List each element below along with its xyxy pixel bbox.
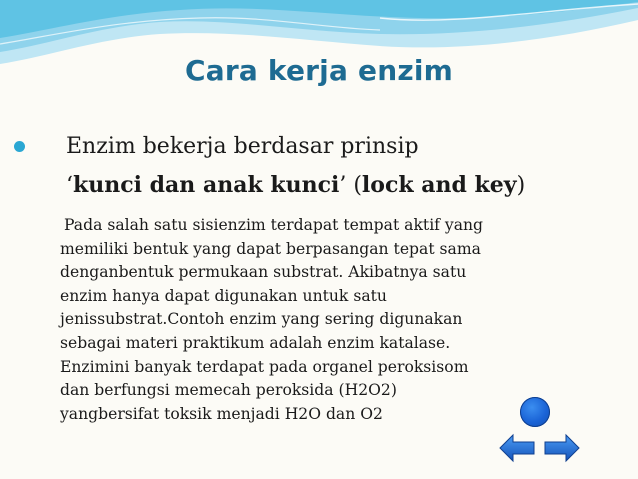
paragraph-line: yangbersifat toksik menjadi H2O dan O2 [60,404,383,423]
close-quote: ’ ( [339,173,362,198]
paragraph-line: enzim hanya dapat digunakan untuk satu [60,286,387,305]
paragraph-line: denganbentuk permukaan substrat. Akibatnya satu [60,263,467,282]
close-paren: ) [516,173,526,198]
paragraph-line: Pada salah satu sisienzim terdapat tempat aktif yang [64,216,484,234]
slide-title: Cara kerja enzim [185,54,453,87]
arrow-left-icon[interactable] [499,433,535,463]
principle-line [66,172,525,198]
arrow-right-icon[interactable] [544,433,580,463]
principle-bold: kunci dan anak kunci [73,172,340,198]
explanation-paragraph [60,214,590,426]
bullet-text: Enzim bekerja berdasar prinsip [66,134,419,159]
principle-english: lock and key [361,172,517,198]
paragraph-line: sebagai materi praktikum adalah enzim katalase. [60,333,451,352]
bullet-icon [14,141,25,152]
open-quote: ‘ [66,173,73,198]
paragraph-line: Enzimini banyak terdapat pada organel peroksisom [60,357,469,376]
paragraph-line: memiliki bentuk yang dapat berpasangan tepat sama [60,239,481,258]
paragraph-line: jenissubstrat.Contoh enzim yang sering digunakan [60,310,463,329]
circle-home-icon[interactable] [520,397,550,427]
paragraph-line: dan berfungsi memecah peroksida (H2O2) [60,381,397,400]
